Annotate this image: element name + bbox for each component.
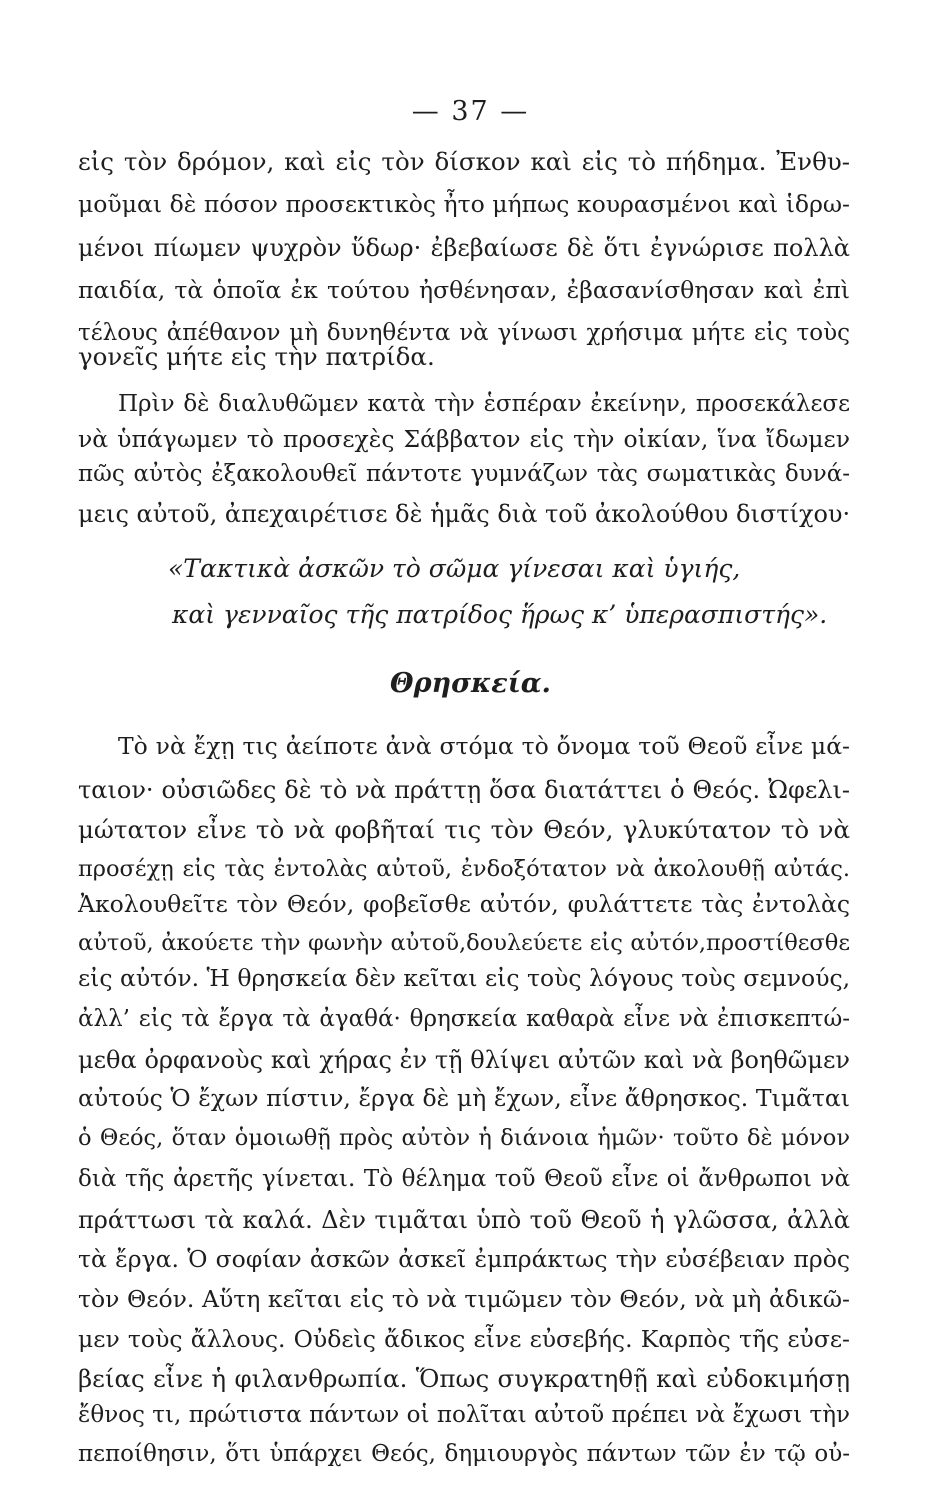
page-number: — 37 — [411,96,530,127]
text-line: τὰ ἔργα. Ὁ σοφίαν ἀσκῶν ἀσκεῖ ἐμπράκτως τὴν εὐσέβειαν πρὸς [78,1245,850,1273]
text-line: παιδία, τὰ ὁποῖα ἐκ τούτου ἠσθένησαν, ἐβασανίσθησαν καὶ ἐπὶ [78,276,850,304]
text-line: Τὸ νὰ ἔχῃ τις ἀείποτε ἀνὰ στόμα τὸ ὄνομα τοῦ Θεοῦ εἶνε μά- [118,732,850,760]
text-line: τὸν Θεόν. Αὕτη κεῖται εἰς τὸ νὰ τιμῶμεν τὸν Θεόν, νὰ μὴ ἀδικῶ- [78,1285,850,1313]
text-line: αὐτούς Ὁ ἔχων πίστιν, ἔργα δὲ μὴ ἔχων, εἶνε ἄθρησκος. Τιμᾶται [78,1084,850,1112]
text-line: ταιον· οὐσιῶδες δὲ τὸ νὰ πράττῃ ὅσα διατάττει ὁ Θεός. Ὠφελι- [78,776,850,804]
text-line: μεις αὐτοῦ, ἀπεχαιρέτισε δὲ ἡμᾶς διὰ τοῦ ἀκολούθου διστίχου· [78,500,851,528]
text-line: μένοι πίωμεν ψυχρὸν ὕδωρ· ἐβεβαίωσε δὲ ὅτι ἐγνώρισε πολλὰ [78,234,850,262]
verse-line: «Τακτικὰ ἀσκῶν τὸ σῶμα γίνεσαι καὶ ὑγιής, [168,554,741,583]
text-line: μεθα ὀρφανοὺς καὶ χήρας ἐν τῇ θλίψει αὐτῶν καὶ νὰ βοηθῶμεν [78,1046,850,1074]
text-line: διὰ τῆς ἀρετῆς γίνεται. Τὸ θέλημα τοῦ Θεοῦ εἶνε οἱ ἄνθρωποι νὰ [78,1166,850,1192]
text-line: βείας εἶνε ἡ φιλανθρωπία. Ὅπως συγκρατηθῇ καὶ εὐδοκιμήσῃ [78,1364,850,1393]
text-line: προσέχῃ εἰς τὰς ἐντολὰς αὐτοῦ, ἐνδοξότατον νὰ ἀκολουθῇ αὐτάς. [78,856,850,882]
text-line: νὰ ὑπάγωμεν τὸ προσεχὲς Σάββατον εἰς τὴν οἰκίαν, ἵνα ἴδωμεν [78,425,850,453]
text-line: μοῦμαι δὲ πόσον προσεκτικὸς ἦτο μήπως κουρασμένοι καὶ ἱδρω- [78,190,850,218]
text-line: πράττωσι τὰ καλά. Δὲν τιμᾶται ὑπὸ τοῦ Θεοῦ ἡ γλῶσσα, ἀλλὰ [78,1206,850,1234]
text-line: εἰς αὐτόν. Ἡ θρησκεία δὲν κεῖται εἰς τοὺς λόγους τοὺς σεμνούς, [78,964,851,992]
text-line: τέλους ἀπέθανον μὴ δυνηθέντα νὰ γίνωσι χρήσιμα μήτε εἰς τοὺς [78,320,850,346]
section-heading: Θρησκεία. [390,668,551,699]
text-line: μεν τοὺς ἄλλους. Οὐδεὶς ἄδικος εἶνε εὐσεβής. Καρπὸς τῆς εὐσε- [78,1325,850,1353]
text-line: ἔθνος τι, πρώτιστα πάντων οἱ πολῖται αὐτοῦ πρέπει νὰ ἔχωσι τὴν [78,1402,850,1428]
text-line: γονεῖς μήτε εἰς τὴν πατρίδα. [78,342,435,371]
text-line: Ἀκολουθεῖτε τὸν Θεόν, φοβεῖσθε αὐτόν, φυλάττετε τὰς ἐντολὰς [78,890,850,918]
text-line: πεποίθησιν, ὅτι ὑπάρχει Θεός, δημιουργὸς πάντων τῶν ἐν τῷ οὐ- [78,1441,850,1467]
text-line: εἰς τὸν δρόμον, καὶ εἰς τὸν δίσκον καὶ εἰς τὸ πήδημα. Ἐνθυ- [78,147,850,176]
text-line: μώτατον εἶνε τὸ νὰ φοβῆταί τις τὸν Θεόν, γλυκύτατον τὸ νὰ [78,815,850,844]
text-line: ὁ Θεός, ὅταν ὁμοιωθῇ πρὸς αὐτὸν ἡ διάνοια ἡμῶν· τοῦτο δὲ μόνον [78,1125,850,1151]
verse-line: καὶ γενναῖος τῆς πατρίδος ἥρως κ’ ὑπερασπιστής». [172,600,828,629]
text-line: πῶς αὐτὸς ἐξακολουθεῖ πάντοτε γυμνάζων τὰς σωματικὰς δυνά- [78,461,850,487]
text-line: αὐτοῦ, ἀκούετε τὴν φωνὴν αὐτοῦ,δουλεύετε εἰς αὐτόν,προστίθεσθε [78,930,850,956]
text-line: ἀλλ’ εἰς τὰ ἔργα τὰ ἀγαθά· θρησκεία καθαρὰ εἶνε νὰ ἐπισκεπτώ- [78,1006,850,1032]
text-line: Πρὶν δὲ διαλυθῶμεν κατὰ τὴν ἑσπέραν ἐκείνην, προσεκάλεσε [118,391,850,417]
